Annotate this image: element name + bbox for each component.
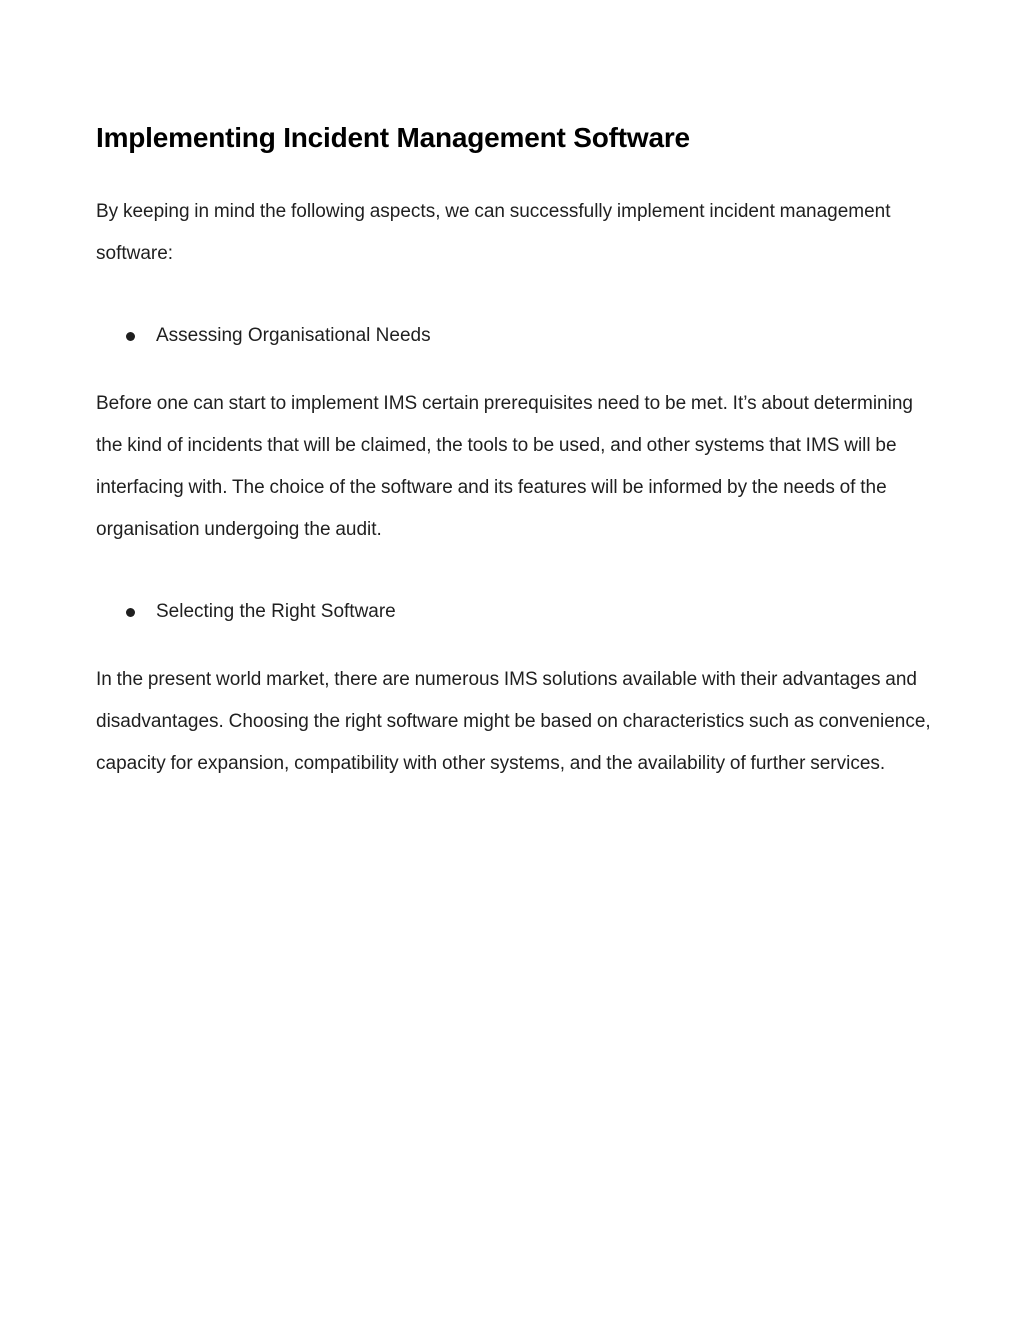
bullet-item-assessing-needs [126,315,936,357]
bullet-dot-icon [126,608,135,617]
document-body [96,114,936,785]
section-paragraph-assessing-needs: Before one can start to implement IMS certain prerequisites need to be met. It’s about determining the kind of incidents that will be claimed, the tools to be used, and other systems that IMS will be interfacing with. The choice of the software and its features will be informed by the needs of the organisation undergoing the audit. [96,393,913,540]
page-title: Implementing Incident Management Software [96,122,690,153]
intro-paragraph: By keeping in mind the following aspects, we can successfully implement incident management software: [96,201,891,264]
bullet-label: Assessing Organisational Needs [156,325,431,346]
section-paragraph-selecting-software: In the present world market, there are numerous IMS solutions available with their advantages and disadvantages. Choosing the right software might be based on characteristics such as convenience, capacity for expansion, compatibility with other systems, and the availability of further services. [96,669,931,774]
bullet-dot-icon [126,332,135,341]
bullet-item-selecting-software [126,591,936,633]
bullet-label: Selecting the Right Software [156,601,396,622]
